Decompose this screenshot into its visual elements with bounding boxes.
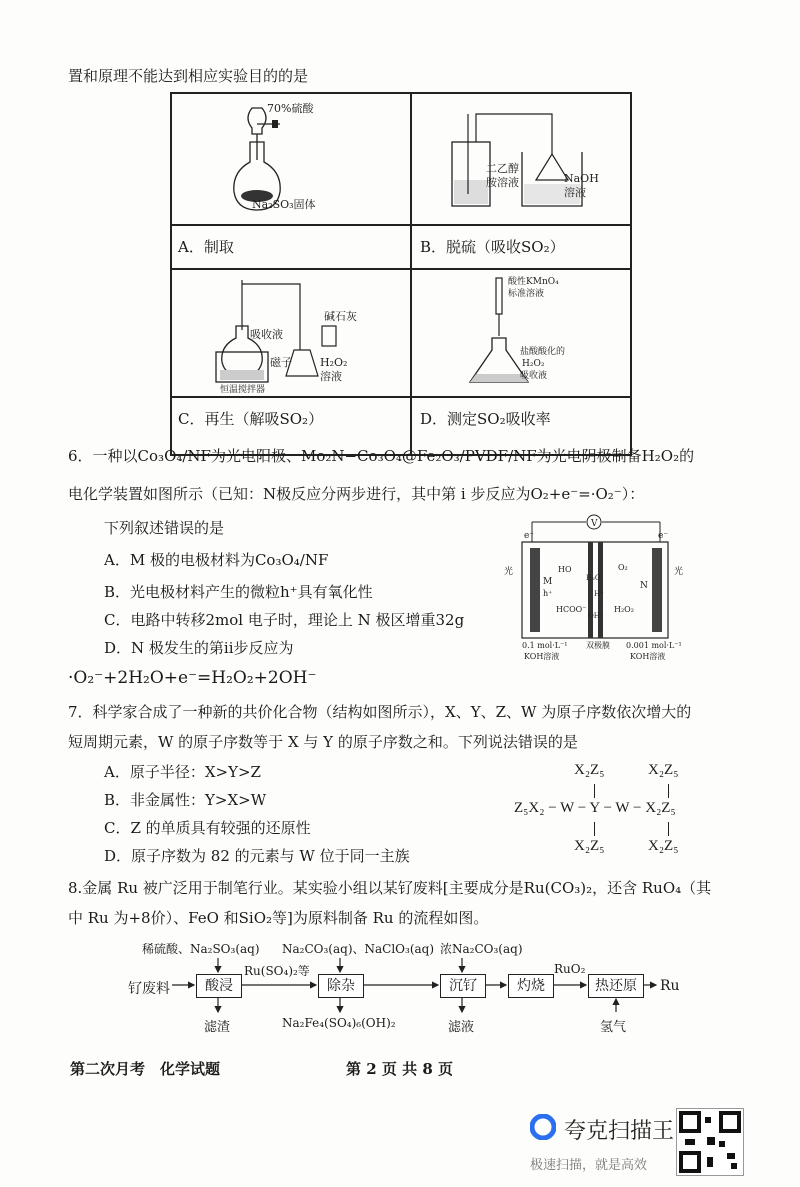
struct-bottom-left: X₂Z₅	[574, 838, 605, 854]
q7-line1: 7．科学家合成了一种新的共价化合物（结构如图所示），X、Y、Z、W 为原子序数依次增大的	[68, 703, 692, 721]
q8-line1: 8.金属 Ru 被广泛用于制笔行业。某实验小组以某钌废料[主要成分是Ru(CO₃)₂，还含 RuO₄（其	[68, 879, 712, 897]
q7-option-b: B．非金属性：Y>X>W	[104, 791, 267, 809]
flow-start: 钌废料	[128, 981, 170, 997]
caption-b: B．脱硫（吸收SO₂）	[420, 238, 565, 256]
label-absorbent: 吸收液	[250, 328, 283, 341]
electrode-n: N	[640, 581, 648, 591]
hydroxide-label: OH⁻	[588, 612, 604, 620]
table-divider	[170, 224, 632, 226]
flow-between-1: Ru(SO₄)₂等	[244, 964, 310, 978]
flow-output-jarosite: Na₂Fe₄(SO₄)₆(OH)₂	[282, 1016, 396, 1030]
struct-top-right: X₂Z₅	[648, 762, 679, 778]
flow-step-reduce: 热还原	[588, 974, 644, 998]
label-soda-lime: 碱石灰	[324, 310, 357, 323]
scanner-logo-icon	[530, 1114, 556, 1140]
label-amine-solution: 胺溶液	[486, 176, 519, 189]
label-standard: 标准溶液	[508, 289, 545, 299]
right-solution-conc: 0.001 mol·L⁻¹	[626, 641, 682, 650]
q6-option-c: C．电路中转移2mol 电子时，理论上 N 极区增重32g	[104, 611, 465, 629]
hcoo-label: HCOO⁻	[556, 605, 587, 614]
light-right: 光	[674, 567, 684, 577]
scanner-slogan: 极速扫描，就是高效	[530, 1158, 648, 1173]
struct-top-left: X₂Z₅	[574, 762, 605, 778]
label-d-absorbent: 吸收液	[520, 371, 548, 381]
flow-reagent-3: 浓Na₂CO₃(aq)	[440, 942, 523, 956]
label-70-sulfuric: 70%硫酸	[267, 102, 314, 115]
struct-main-chain: Z₅X₂ − W − Y − W − X₂Z₅	[514, 800, 676, 816]
apparatus-d-diagram	[412, 270, 630, 396]
membrane-label: 双极膜	[586, 641, 610, 650]
scanner-brand: 夸克扫描王	[564, 1119, 675, 1144]
label-kmno4: 酸性KMnO₄	[508, 277, 559, 287]
apparatus-b-diagram	[412, 94, 630, 224]
q7-line2: 短周期元素，W 的原子序数等于 X 与 Y 的原子序数之和。下列说法错误的是	[68, 733, 578, 751]
qr-code-icon	[676, 1108, 744, 1176]
q6-formula: ·O₂⁻+2H₂O+e⁻=H₂O₂+2OH⁻	[68, 668, 317, 688]
caption-a: A．制取	[178, 238, 234, 256]
struct-bond	[668, 822, 669, 836]
q7-option-d: D．原子序数为 82 的元素与 W 位于同一主族	[104, 847, 410, 865]
label-diethanolamine: 二乙醇	[486, 162, 519, 175]
caption-c: C．再生（解吸SO₂）	[178, 410, 324, 428]
left-solution: KOH溶液	[524, 652, 560, 661]
label-h2o2: H₂O₂	[320, 356, 348, 369]
footer-exam-title: 第二次月考 化学试题	[70, 1060, 221, 1078]
light-left: 光	[504, 567, 514, 577]
apparatus-c-diagram	[172, 270, 410, 396]
electrode-m: M	[543, 577, 553, 587]
q7-option-c: C．Z 的单质具有较强的还原性	[104, 819, 311, 837]
electrochem-cell-diagram	[500, 512, 700, 662]
q6-line1: 6．一种以Co₃O₄/NF为光电阳极、Mo₂N−Co₃O₄@Fe₂O₃/PVDF/NF为光电阴极制备H₂O₂的	[68, 447, 695, 465]
label-stir-bar: 磁子	[270, 356, 292, 369]
flow-step-leach: 酸浸	[196, 974, 242, 998]
label-d-h2o2: H₂O₂	[522, 359, 545, 369]
electron-right: e⁻	[658, 531, 669, 541]
flow-output-filtrate: 滤液	[448, 1020, 475, 1035]
label-naoh: NaOH	[564, 172, 599, 185]
q6-option-a: A．M 极的电极材料为Co₃O₄/NF	[104, 551, 329, 569]
footer-page-number: 第 2 页 共 8 页	[346, 1060, 453, 1078]
q6-line2: 电化学装置如图所示（已知：N极反应分两步进行，其中第 i 步反应为O₂+e⁻=·O₂⁻）：	[68, 485, 645, 503]
flow-step-purify: 除杂	[318, 974, 364, 998]
flow-reagent-2: Na₂CO₃(aq)、NaClO₃(aq)	[282, 942, 435, 956]
voltmeter-label: V	[591, 519, 598, 529]
apparatus-a-diagram	[172, 94, 410, 224]
left-solution-conc: 0.1 mol·L⁻¹	[522, 641, 568, 650]
q6-stem: 下列叙述错误的是	[104, 519, 225, 537]
label-na2so3: Na₂SO₃固体	[252, 198, 316, 211]
struct-bottom-right: X₂Z₅	[648, 838, 679, 854]
electron-left: e⁻	[524, 531, 535, 541]
proton-label: H⁺	[594, 590, 604, 598]
struct-bond	[594, 784, 595, 798]
q8-line2: 中 Ru 为+8价）、FeO 和SiO₂等]为原料制备 Ru 的流程如图。	[68, 909, 489, 927]
water-label: H₂O	[586, 574, 601, 582]
h2o2-label: H₂O₂	[614, 605, 634, 614]
intro-text: 置和原理不能达到相应实验目的的是	[68, 67, 309, 85]
label-solution: 溶液	[564, 186, 586, 199]
struct-bond	[594, 822, 595, 836]
q7-option-a: A．原子半径：X>Y>Z	[104, 763, 261, 781]
caption-d: D．测定SO₂吸收率	[420, 410, 551, 428]
flow-output-residue: 滤渣	[204, 1020, 231, 1035]
label-hcl-acidified: 盐酸酸化的	[520, 347, 566, 357]
hole-label: h⁺	[543, 589, 553, 598]
q6-option-d: D．N 极发生的第ii步反应为	[104, 639, 294, 657]
flow-reagent-1: 稀硫酸、Na₂SO₃(aq)	[142, 942, 260, 956]
flow-end: Ru	[660, 978, 680, 994]
o2-label: O₂	[618, 563, 628, 572]
q6-option-b: B．光电极材料产生的微粒h⁺具有氧化性	[104, 583, 373, 601]
flow-step-precipitate: 沉钌	[440, 974, 486, 998]
ho-label: HO	[558, 565, 572, 574]
flow-step-calcine: 灼烧	[508, 974, 554, 998]
label-c-solution: 溶液	[320, 370, 342, 383]
right-solution: KOH溶液	[630, 652, 666, 661]
flow-output-hydrogen: 氢气	[600, 1020, 627, 1035]
flow-between-2: RuO₂	[554, 962, 586, 976]
label-stirrer: 恒温搅拌器	[220, 385, 266, 395]
table-divider	[170, 396, 632, 398]
struct-bond	[668, 784, 669, 798]
